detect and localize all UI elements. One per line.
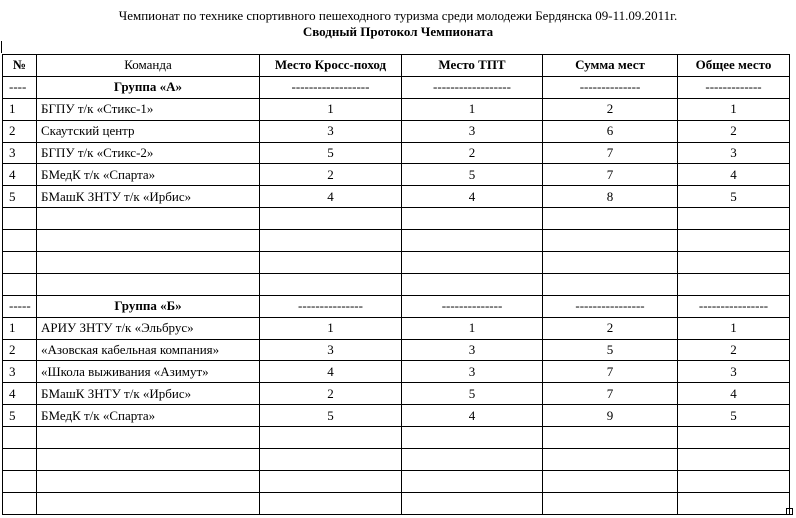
team-name: БМашК ЗНТУ т/к «Ирбис» xyxy=(37,186,260,208)
empty-cell xyxy=(260,273,402,295)
overall-place: 4 xyxy=(678,164,790,186)
overall-place: 5 xyxy=(678,405,790,427)
group-divider: ------------------ xyxy=(260,76,402,98)
tpt-place: 5 xyxy=(402,164,543,186)
empty-cell xyxy=(260,230,402,252)
empty-cell xyxy=(543,252,678,274)
row-number: 2 xyxy=(3,339,37,361)
team-name: АРИУ ЗНТУ т/к «Эльбрус» xyxy=(37,317,260,339)
empty-cell xyxy=(3,252,37,274)
resize-handle xyxy=(786,508,793,515)
empty-cell xyxy=(678,492,790,514)
empty-row xyxy=(3,470,790,492)
empty-cell xyxy=(260,427,402,449)
table-row xyxy=(3,98,790,120)
group-header-row xyxy=(3,76,790,98)
empty-cell xyxy=(543,427,678,449)
overall-place: 2 xyxy=(678,120,790,142)
overall-place: 4 xyxy=(678,383,790,405)
empty-cell xyxy=(543,492,678,514)
empty-cell xyxy=(402,470,543,492)
results-table xyxy=(2,54,790,515)
cross-place: 1 xyxy=(260,98,402,120)
empty-row xyxy=(3,230,790,252)
table-header-row xyxy=(3,55,790,77)
overall-place: 5 xyxy=(678,186,790,208)
tpt-place: 1 xyxy=(402,317,543,339)
col-header-team: Команда xyxy=(37,55,260,77)
col-header-number: № xyxy=(3,55,37,77)
empty-cell xyxy=(402,492,543,514)
overall-place: 2 xyxy=(678,339,790,361)
group-divider: ---------------- xyxy=(678,295,790,317)
table-row xyxy=(3,339,790,361)
group-header-row xyxy=(3,295,790,317)
group-divider: ----- xyxy=(3,295,37,317)
overall-place: 3 xyxy=(678,361,790,383)
tpt-place: 1 xyxy=(402,98,543,120)
empty-cell xyxy=(37,470,260,492)
tpt-place: 3 xyxy=(402,361,543,383)
table-row xyxy=(3,186,790,208)
tpt-place: 3 xyxy=(402,339,543,361)
table-row xyxy=(3,383,790,405)
empty-cell xyxy=(37,230,260,252)
sum-places: 8 xyxy=(543,186,678,208)
empty-cell xyxy=(402,449,543,471)
empty-cell xyxy=(37,208,260,230)
empty-row xyxy=(3,449,790,471)
row-number: 2 xyxy=(3,120,37,142)
col-header-tpt: Место ТПТ xyxy=(402,55,543,77)
empty-cell xyxy=(3,230,37,252)
empty-row xyxy=(3,252,790,274)
table-row xyxy=(3,164,790,186)
team-name: «Азовская кабельная компания» xyxy=(37,339,260,361)
sum-places: 2 xyxy=(543,98,678,120)
sum-places: 7 xyxy=(543,383,678,405)
empty-cell xyxy=(678,449,790,471)
empty-cell xyxy=(3,492,37,514)
empty-cell xyxy=(37,427,260,449)
table-row xyxy=(3,361,790,383)
sum-places: 6 xyxy=(543,120,678,142)
empty-cell xyxy=(678,230,790,252)
table-row xyxy=(3,317,790,339)
overall-place: 1 xyxy=(678,317,790,339)
empty-cell xyxy=(37,252,260,274)
group-divider: ---- xyxy=(3,76,37,98)
empty-row xyxy=(3,208,790,230)
empty-cell xyxy=(543,470,678,492)
empty-cell xyxy=(543,449,678,471)
overall-place: 1 xyxy=(678,98,790,120)
row-number: 5 xyxy=(3,186,37,208)
group-divider: ---------------- xyxy=(543,295,678,317)
row-number: 3 xyxy=(3,361,37,383)
empty-cell xyxy=(402,427,543,449)
group-label: Группа «Б» xyxy=(37,295,260,317)
group-divider: ------------- xyxy=(678,76,790,98)
tpt-place: 3 xyxy=(402,120,543,142)
team-name: БГПУ т/к «Стикс-1» xyxy=(37,98,260,120)
empty-cell xyxy=(402,230,543,252)
empty-cell xyxy=(260,208,402,230)
document-subtitle: Сводный Протокол Чемпионата xyxy=(302,24,494,39)
overall-place: 3 xyxy=(678,142,790,164)
empty-cell xyxy=(678,273,790,295)
table-row xyxy=(3,120,790,142)
empty-cell xyxy=(678,427,790,449)
empty-cell xyxy=(37,449,260,471)
page-edge-mark xyxy=(1,41,2,53)
sum-places: 9 xyxy=(543,405,678,427)
empty-cell xyxy=(543,230,678,252)
empty-cell xyxy=(3,470,37,492)
tpt-place: 5 xyxy=(402,383,543,405)
cross-place: 3 xyxy=(260,120,402,142)
cross-place: 1 xyxy=(260,317,402,339)
empty-cell xyxy=(402,252,543,274)
team-name: БГПУ т/к «Стикс-2» xyxy=(37,142,260,164)
table-row xyxy=(3,142,790,164)
empty-cell xyxy=(678,470,790,492)
tpt-place: 2 xyxy=(402,142,543,164)
team-name: БМедК т/к «Спарта» xyxy=(37,405,260,427)
empty-cell xyxy=(260,252,402,274)
empty-cell xyxy=(3,427,37,449)
row-number: 3 xyxy=(3,142,37,164)
empty-cell xyxy=(37,492,260,514)
row-number: 4 xyxy=(3,164,37,186)
empty-cell xyxy=(260,449,402,471)
table-row xyxy=(3,405,790,427)
sum-places: 2 xyxy=(543,317,678,339)
empty-cell xyxy=(402,273,543,295)
tpt-place: 4 xyxy=(402,405,543,427)
cross-place: 3 xyxy=(260,339,402,361)
group-divider: --------------- xyxy=(260,295,402,317)
cross-place: 4 xyxy=(260,186,402,208)
document-title: Чемпионат по технике спортивного пешеходного туризма среди молодежи Бердянска 09-11.09.2011г. xyxy=(118,8,678,23)
row-number: 5 xyxy=(3,405,37,427)
empty-row xyxy=(3,273,790,295)
empty-cell xyxy=(3,208,37,230)
empty-cell xyxy=(3,449,37,471)
col-header-sum: Сумма мест xyxy=(543,55,678,77)
group-divider: -------------- xyxy=(402,295,543,317)
empty-cell xyxy=(678,208,790,230)
sum-places: 7 xyxy=(543,142,678,164)
col-header-overall: Общее место xyxy=(678,55,790,77)
col-header-cross: Место Кросс-поход xyxy=(260,55,402,77)
empty-cell xyxy=(402,208,543,230)
empty-row xyxy=(3,427,790,449)
empty-cell xyxy=(260,470,402,492)
empty-cell xyxy=(3,273,37,295)
group-divider: -------------- xyxy=(543,76,678,98)
row-number: 1 xyxy=(3,317,37,339)
team-name: «Школа выживания «Азимут» xyxy=(37,361,260,383)
group-label: Группа «А» xyxy=(37,76,260,98)
group-divider: ------------------ xyxy=(402,76,543,98)
sum-places: 5 xyxy=(543,339,678,361)
sum-places: 7 xyxy=(543,164,678,186)
empty-cell xyxy=(260,492,402,514)
team-name: БМедК т/к «Спарта» xyxy=(37,164,260,186)
team-name: Скаутский центр xyxy=(37,120,260,142)
row-number: 1 xyxy=(3,98,37,120)
team-name: БМашК ЗНТУ т/к «Ирбис» xyxy=(37,383,260,405)
cross-place: 4 xyxy=(260,361,402,383)
row-number: 4 xyxy=(3,383,37,405)
sum-places: 7 xyxy=(543,361,678,383)
cross-place: 2 xyxy=(260,383,402,405)
empty-cell xyxy=(37,273,260,295)
cross-place: 2 xyxy=(260,164,402,186)
empty-cell xyxy=(543,273,678,295)
empty-cell xyxy=(678,252,790,274)
cross-place: 5 xyxy=(260,142,402,164)
cross-place: 5 xyxy=(260,405,402,427)
empty-cell xyxy=(543,208,678,230)
empty-row xyxy=(3,492,790,514)
tpt-place: 4 xyxy=(402,186,543,208)
